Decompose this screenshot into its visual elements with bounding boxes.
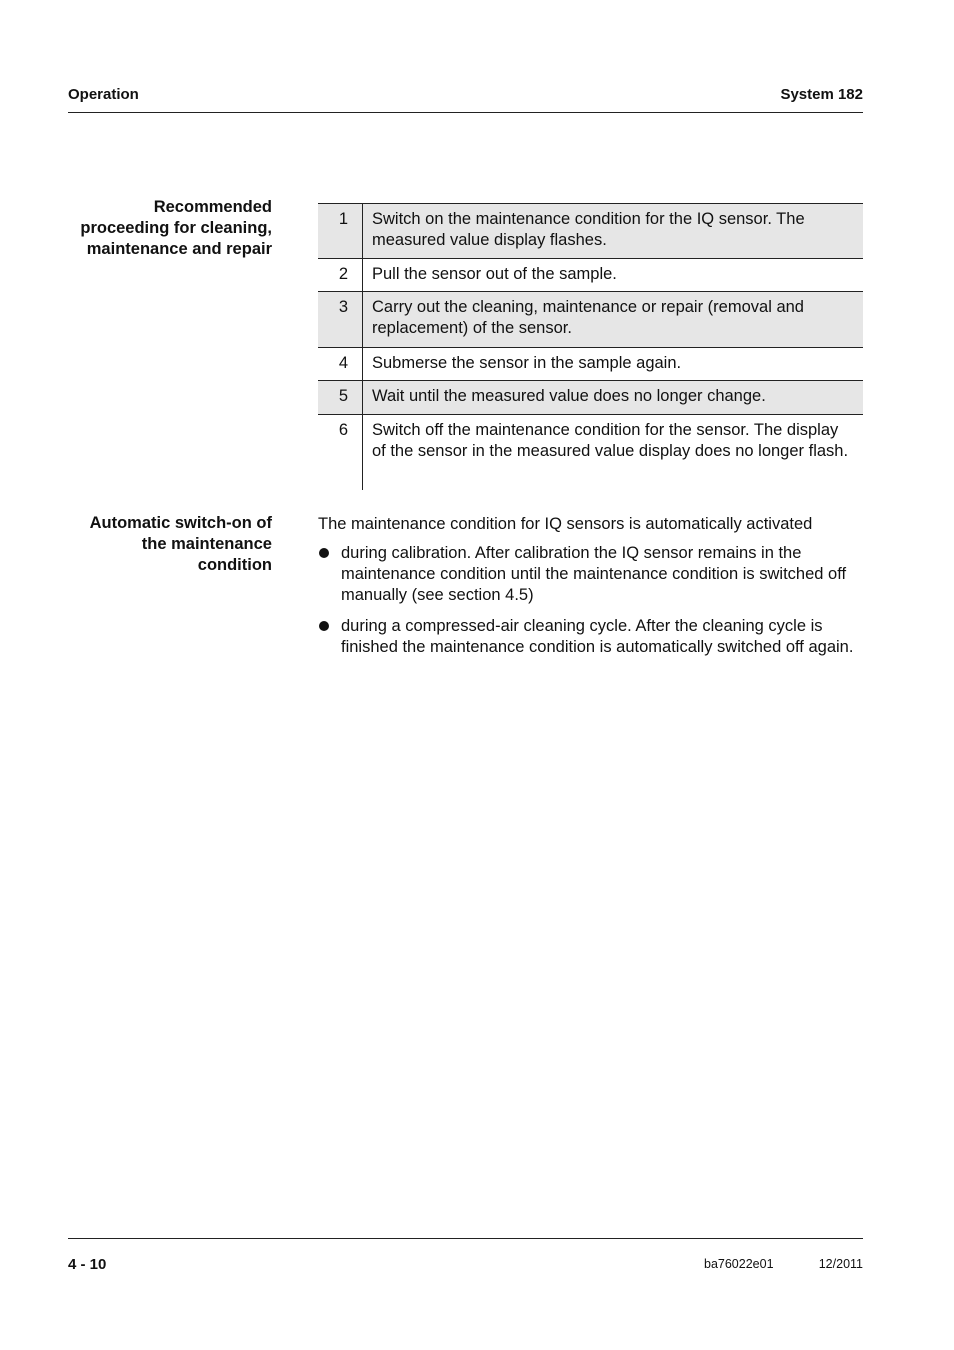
- step-text: Submerse the sensor in the sample again.: [372, 354, 682, 372]
- step-number: 3: [318, 292, 363, 347]
- step-row: [318, 292, 863, 348]
- section-heading-automatic-switch-on: [60, 513, 272, 576]
- list-item: [318, 616, 863, 658]
- step-text: Carry out the cleaning, maintenance or repair (removal and replacement) of the sensor.: [372, 298, 804, 337]
- step-text: Wait until the measured value does no longer change.: [372, 387, 766, 405]
- list-item: [318, 543, 863, 606]
- list-item-text: during calibration. After calibration the IQ sensor remains in the maintenance condition until the maintenance condition is switched off manually (see section 4.5): [341, 544, 847, 604]
- intro-paragraph: The maintenance condition for IQ sensors is automatically activated: [318, 515, 813, 533]
- page-number: 4 - 10: [68, 1256, 107, 1273]
- step-row: [318, 381, 863, 415]
- heading-line: maintenance and repair: [86, 240, 272, 258]
- step-number: 2: [318, 259, 363, 291]
- header-product-name: System 182: [780, 86, 863, 103]
- heading-line: Automatic switch-on of: [89, 514, 272, 532]
- step-row: [318, 415, 863, 490]
- list-item-text: during a compressed-air cleaning cycle. After the cleaning cycle is finished the maintenance condition is automatically switched off again.: [341, 617, 854, 656]
- step-row: [318, 348, 863, 381]
- footer-divider: [68, 1238, 863, 1239]
- bullet-icon: [319, 621, 329, 631]
- bullet-icon: [319, 548, 329, 558]
- section-heading-cleaning-procedure: [60, 197, 272, 260]
- step-number: 4: [318, 348, 363, 380]
- heading-line: proceeding for cleaning,: [80, 219, 272, 237]
- step-number: 6: [318, 415, 363, 490]
- step-text: Switch on the maintenance condition for the IQ sensor. The measured value display flashes.: [372, 210, 805, 249]
- step-row: [318, 203, 863, 259]
- step-number: 1: [318, 204, 363, 258]
- step-text: Switch off the maintenance condition for the sensor. The display of the sensor in the measured value display does no longer flash.: [372, 421, 849, 460]
- heading-line: condition: [197, 556, 272, 574]
- heading-line: Recommended: [153, 198, 272, 216]
- header-divider: [68, 112, 863, 113]
- document-date: 12/2011: [818, 1257, 863, 1271]
- step-text: Pull the sensor out of the sample.: [372, 265, 617, 283]
- procedure-steps-table: [318, 203, 863, 490]
- step-number: 5: [318, 381, 363, 414]
- document-id: ba76022e01: [704, 1257, 774, 1271]
- header-section-title: Operation: [68, 86, 139, 103]
- bullet-list: [318, 543, 863, 668]
- step-row: [318, 259, 863, 292]
- heading-line: the maintenance: [141, 535, 272, 553]
